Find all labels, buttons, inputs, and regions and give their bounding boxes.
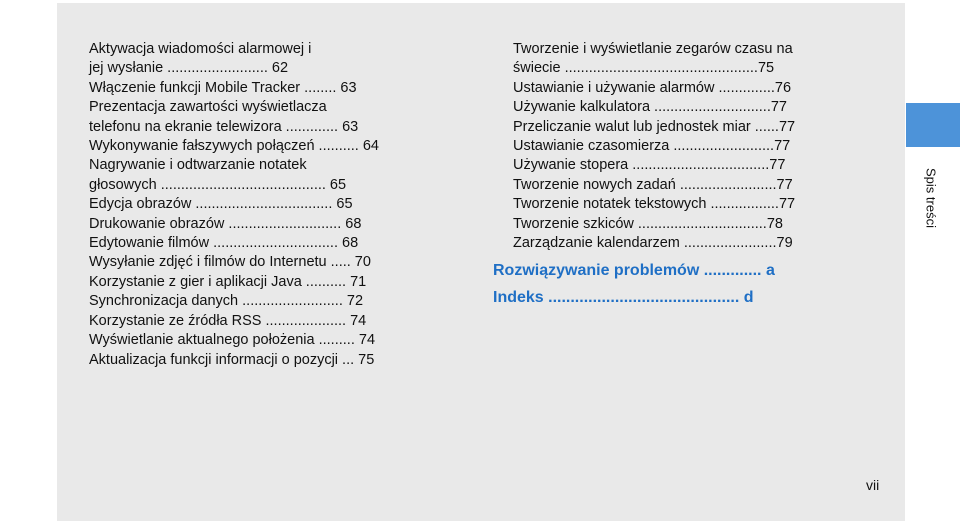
toc-entry[interactable]: Nagrywanie i odtwarzanie notatek [89,157,307,174]
toc-entry[interactable]: Edytowanie filmów ............................... 68 [89,235,359,252]
toc-entry[interactable]: Prezentacja zawartości wyświetlacza [89,99,327,116]
chapter-tab-marker [906,103,960,147]
toc-entry[interactable]: Ustawianie i używanie alarmów ..............76 [513,79,792,96]
chapter-tab-label [906,168,960,228]
toc-section-troubleshooting[interactable]: Rozwiązywanie problemów ............. a [493,262,775,280]
toc-entry[interactable]: Wyświetlanie aktualnego położenia ......... 74 [89,332,376,349]
toc-section-index[interactable]: Indeks ........................................... d [493,289,754,307]
toc-entry[interactable]: Tworzenie nowych zadań ........................77 [513,176,793,193]
toc-entry[interactable]: Korzystanie z gier i aplikacji Java .......... 71 [89,273,367,290]
toc-entry[interactable]: Wykonywanie fałszywych połączeń .......... 64 [89,138,379,155]
chapter-tab-text: Spis treści [923,168,939,228]
page-number: vii [866,477,880,493]
toc-entry[interactable]: Aktualizacja funkcji informacji o pozycji ... 75 [89,351,375,368]
toc-entry[interactable]: Tworzenie notatek tekstowych .................77 [513,196,796,213]
toc-entry[interactable]: Drukowanie obrazów ............................ 68 [89,215,362,232]
toc-entry[interactable]: Aktywacja wiadomości alarmowej i [89,41,312,57]
toc-right-column [493,40,868,311]
toc-entry[interactable]: Tworzenie szkiców ................................78 [513,215,783,232]
toc-entry[interactable]: świecie ................................................75 [513,60,775,77]
toc-entry[interactable]: Używanie kalkulatora .............................77 [513,99,787,116]
toc-entry[interactable]: Używanie stopera ..................................77 [513,157,786,174]
toc-entry[interactable]: Tworzenie i wyświetlanie zegarów czasu na [513,41,793,57]
toc-entry[interactable]: głosowych ......................................... 65 [89,176,347,193]
toc-entry[interactable]: jej wysłanie ......................... 62 [89,60,289,77]
toc-entry[interactable]: Edycja obrazów .................................. 65 [89,196,353,213]
toc-entry[interactable]: Korzystanie ze źródła RSS .................... 74 [89,312,367,329]
toc-entry[interactable]: Włączenie funkcji Mobile Tracker ........ 63 [89,79,357,96]
side-margin [905,0,960,521]
toc-entry[interactable]: Zarządzanie kalendarzem .......................79 [513,235,793,252]
toc-left-column [89,40,444,370]
toc-entry[interactable]: Przeliczanie walut lub jednostek miar ......77 [513,118,796,135]
toc-entry[interactable]: telefonu na ekranie telewizora ............. 63 [89,118,359,135]
toc-entry[interactable]: Ustawianie czasomierza .........................77 [513,138,791,155]
toc-entry[interactable]: Synchronizacja danych ......................... 72 [89,293,364,310]
toc-entry[interactable]: Wysyłanie zdjęć i filmów do Internetu ..... 70 [89,254,371,271]
